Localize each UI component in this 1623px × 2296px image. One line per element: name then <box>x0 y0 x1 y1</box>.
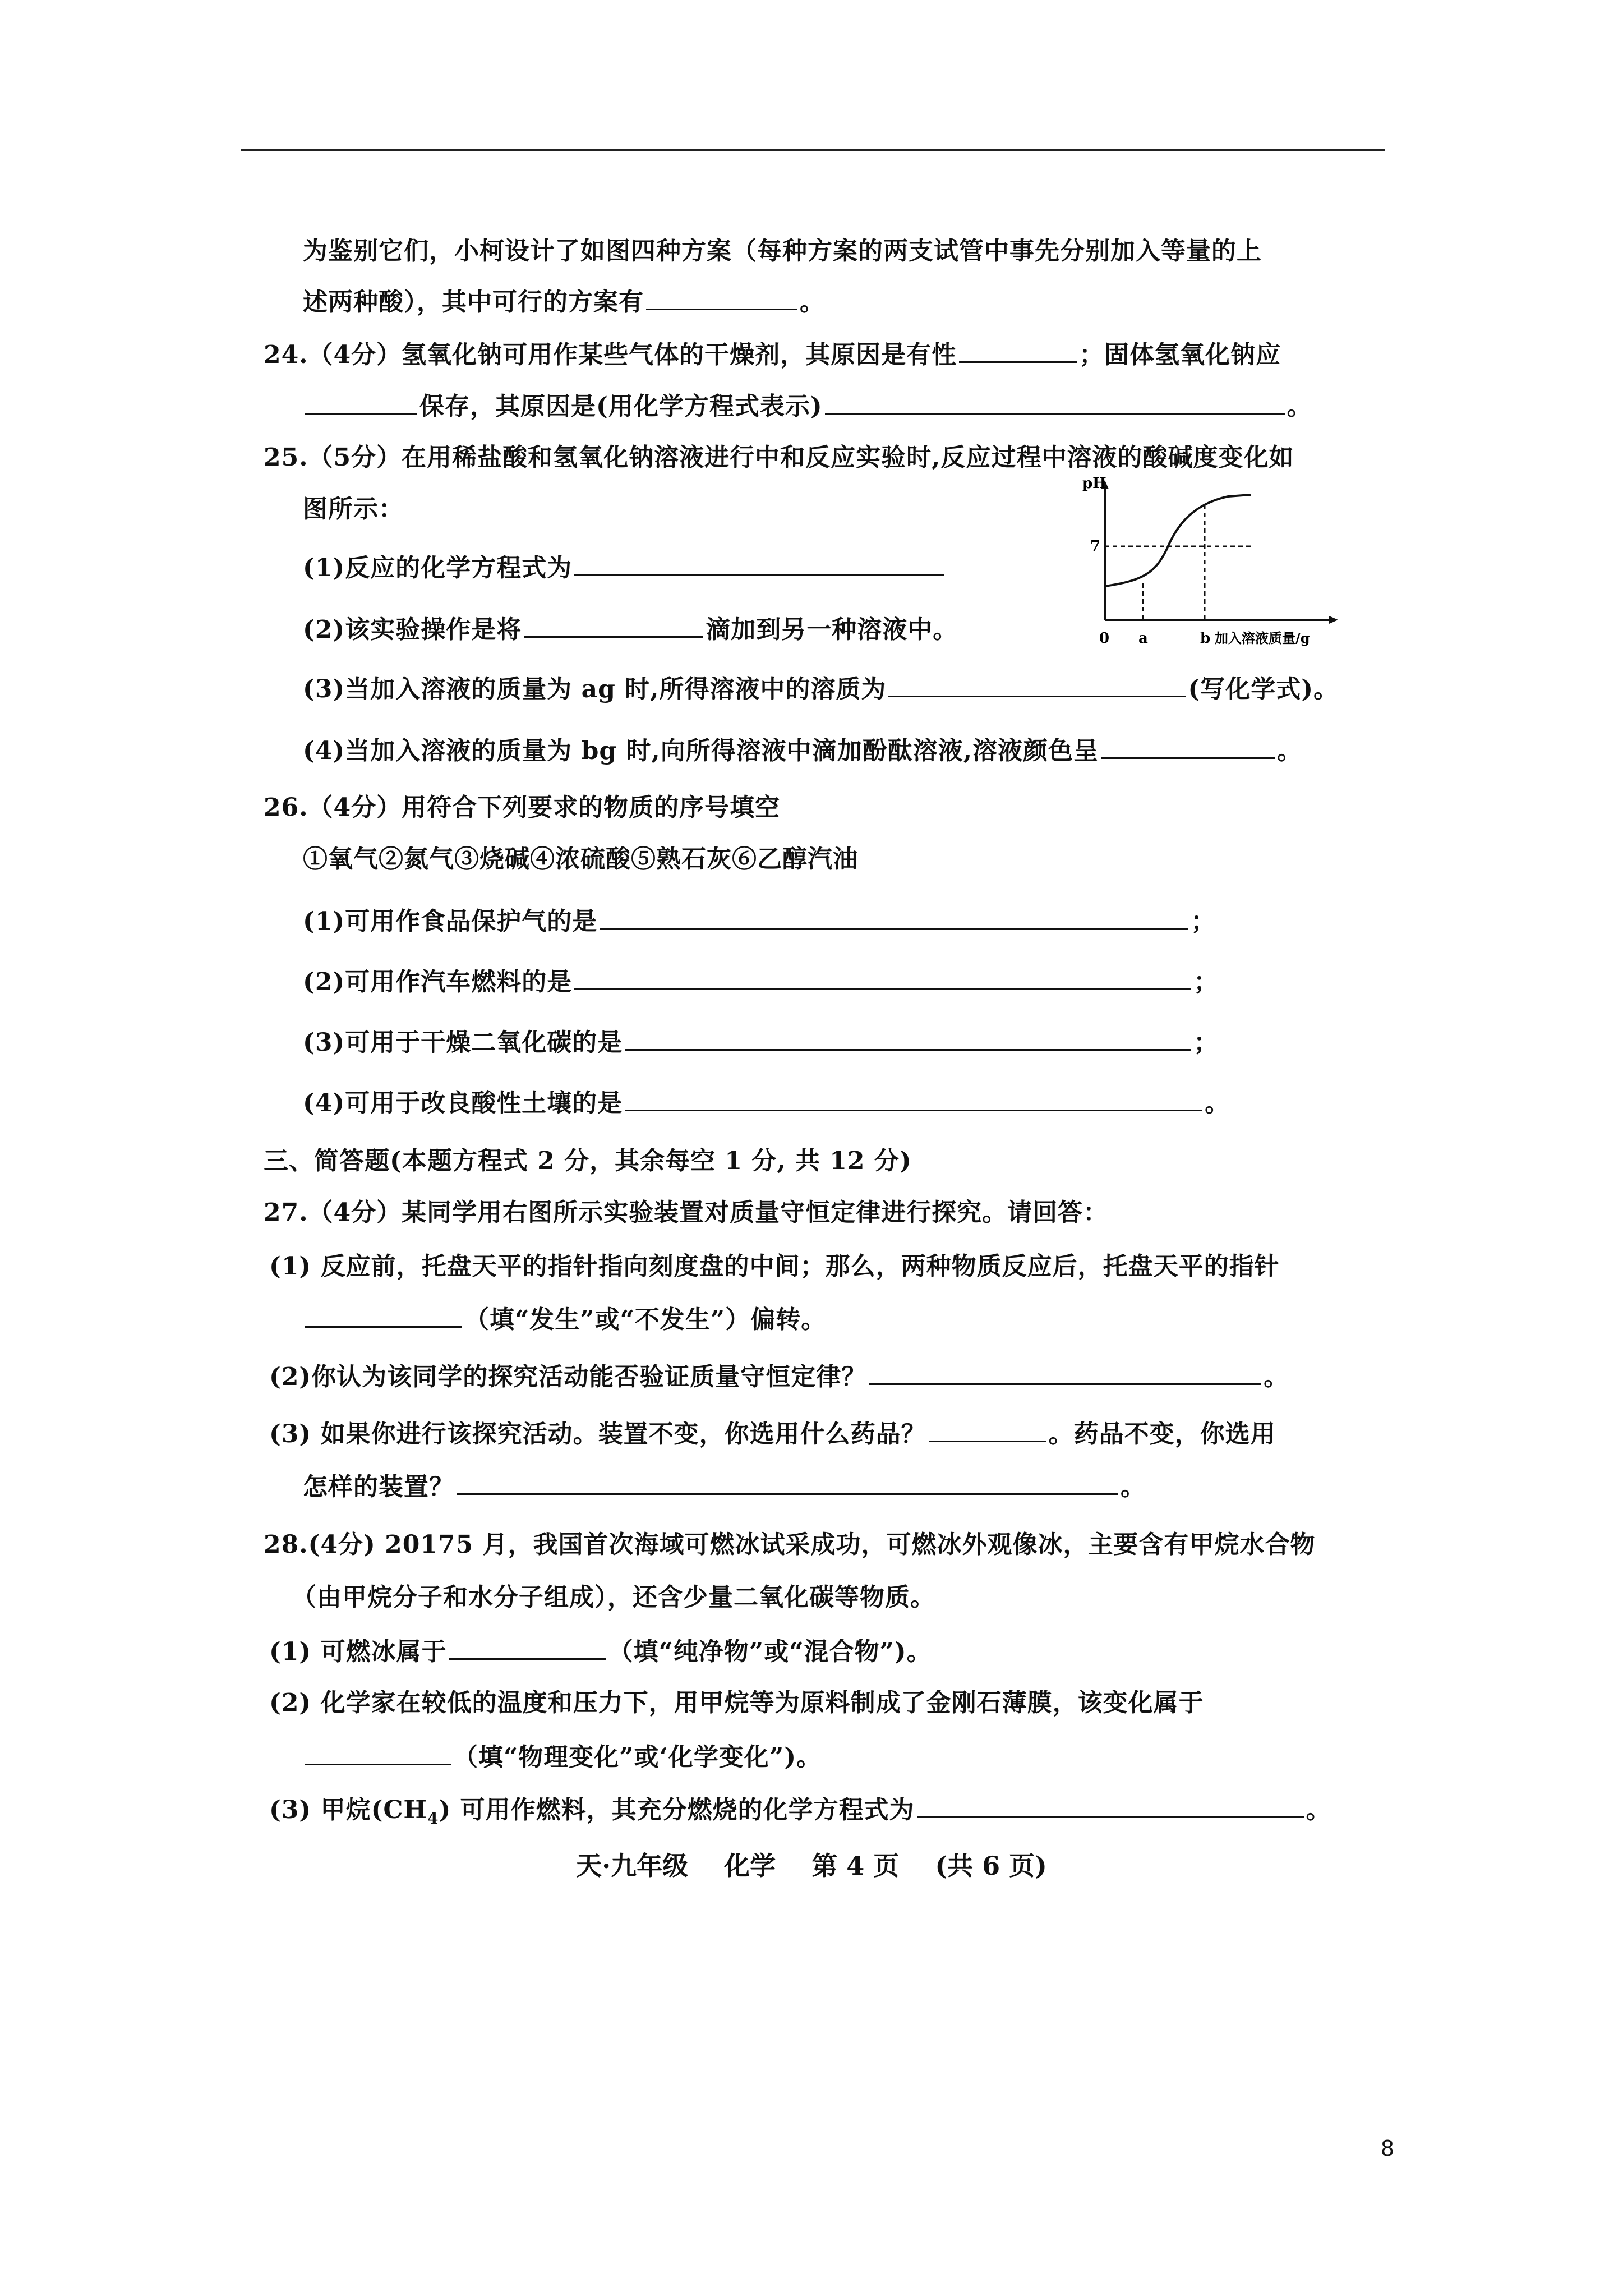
answer-blank[interactable] <box>1101 733 1275 759</box>
section-3-heading: 三、简答题(本题方程式 2 分，其余每空 1 分, 共 12 分) <box>264 1147 912 1175</box>
answer-blank[interactable] <box>600 903 1188 930</box>
text-line: 述两种酸），其中可行的方案有 。 <box>303 284 825 319</box>
text-line: 图所示： <box>303 495 404 523</box>
question-25-3: (3)当加入溶液的质量为 ag 时,所得溶液中的溶质为 (写化学式)。 <box>303 671 1339 706</box>
x-tick-b: b <box>1200 630 1211 647</box>
question-25-4: (4)当加入溶液的质量为 bg 时,向所得溶液中滴加酚酞溶液,溶液颜色呈 。 <box>303 733 1302 768</box>
question-26-1: (1)可用作食品保护气的是 ； <box>303 903 1216 938</box>
answer-blank[interactable] <box>625 1024 1191 1051</box>
answer-blank[interactable] <box>305 388 417 415</box>
question-28-2: (2) 化学家在较低的温度和压力下，用甲烷等为原料制成了金刚石薄膜，该变化属于 <box>269 1688 1204 1717</box>
question-26-3: (3)可用于干燥二氧化碳的是 ； <box>303 1024 1219 1060</box>
question-28-line2: （由甲烷分子和水分子组成），还含少量二氧化碳等物质。 <box>292 1583 935 1612</box>
answer-blank[interactable] <box>825 388 1285 415</box>
page-number: 8 <box>1380 2136 1394 2161</box>
answer-blank[interactable] <box>917 1792 1304 1818</box>
header-rule <box>241 149 1385 151</box>
question-24: 24.（4分）氢氧化钠可用作某些气体的干燥剂，其原因是有性 ；固体氢氧化钠应 <box>264 337 1281 372</box>
y-tick-7: 7 <box>1090 538 1101 555</box>
question-26: 26.（4分）用符合下列要求的物质的序号填空 <box>264 793 781 822</box>
answer-blank[interactable] <box>646 284 797 310</box>
answer-blank[interactable] <box>449 1634 606 1660</box>
question-28-2-line2: （填“物理变化”或‘化学变化”)。 <box>303 1739 822 1774</box>
question-25-1: (1)反应的化学方程式为 <box>303 550 947 585</box>
question-26-4: (4)可用于改良酸性土壤的是 。 <box>303 1085 1230 1120</box>
answer-blank[interactable] <box>959 337 1077 363</box>
question-25-2: (2)该实验操作是将 滴加到另一种溶液中。 <box>303 611 958 647</box>
question-28: 28.(4分) 20175 月，我国首次海域可燃冰试采成功，可燃冰外观像冰，主要含有甲烷水合物 <box>264 1530 1316 1559</box>
question-27-1: (1) 反应前，托盘天平的指针指向刻度盘的中间；那么，两种物质反应后，托盘天平的指针 <box>269 1252 1280 1281</box>
page-footer: 天·九年级 化学 第 4 页 (共 6 页) <box>576 1851 1047 1881</box>
x-tick-a: a <box>1138 630 1148 647</box>
answer-blank[interactable] <box>929 1416 1046 1442</box>
question-27-3-line2: 怎样的装置？ 。 <box>303 1469 1146 1504</box>
question-28-3: (3) 甲烷$(CH_4)$ 可用作燃料，其充分燃烧的化学方程式为 。 <box>269 1792 1331 1835</box>
answer-blank[interactable] <box>888 671 1186 697</box>
answer-blank[interactable] <box>457 1469 1118 1495</box>
question-27-1-line2: （填“发生”或“不发生”）偏转。 <box>303 1301 826 1337</box>
answer-blank[interactable] <box>524 611 703 638</box>
ph-curve-graph <box>1082 477 1340 662</box>
x-origin-label: 0 <box>1099 630 1110 647</box>
question-28-1: (1) 可燃冰属于 （填“纯净物”或“混合物”)。 <box>269 1634 932 1669</box>
question-25: 25.（5分）在用稀盐酸和氢氧化钠溶液进行中和反应实验时,反应过程中溶液的酸碱度变化如 <box>264 443 1294 472</box>
answer-blank[interactable] <box>574 550 944 576</box>
question-26-2: (2)可用作汽车燃料的是 ； <box>303 964 1219 999</box>
y-axis-label: pH <box>1082 477 1106 492</box>
answer-blank[interactable] <box>305 1301 462 1328</box>
x-axis-arrow <box>1329 616 1338 624</box>
question-27-2: (2)你认为该同学的探究活动能否验证质量守恒定律？ 。 <box>269 1359 1289 1394</box>
answer-blank[interactable] <box>625 1085 1202 1111</box>
answer-blank[interactable] <box>305 1739 451 1765</box>
x-axis-label: 加入溶液质量/g <box>1215 630 1310 646</box>
question-27-3: (3) 如果你进行该探究活动。装置不变，你选用什么药品？ 。药品不变，你选用 <box>269 1416 1276 1451</box>
question-24-line2: 保存，其原因是(用化学方程式表示) 。 <box>303 388 1312 424</box>
answer-blank[interactable] <box>869 1359 1261 1385</box>
question-27: 27.（4分）某同学用右图所示实验装置对质量守恒定律进行探究。请回答： <box>264 1198 1109 1227</box>
ph-curve <box>1105 495 1251 586</box>
text-line: 为鉴别它们，小柯设计了如图四种方案（每种方案的两支试管中事先分别加入等量的上 <box>303 237 1262 265</box>
question-26-options: ①氧气②氮气③烧碱④浓硫酸⑤熟石灰⑥乙醇汽油 <box>303 845 858 873</box>
answer-blank[interactable] <box>574 964 1191 990</box>
